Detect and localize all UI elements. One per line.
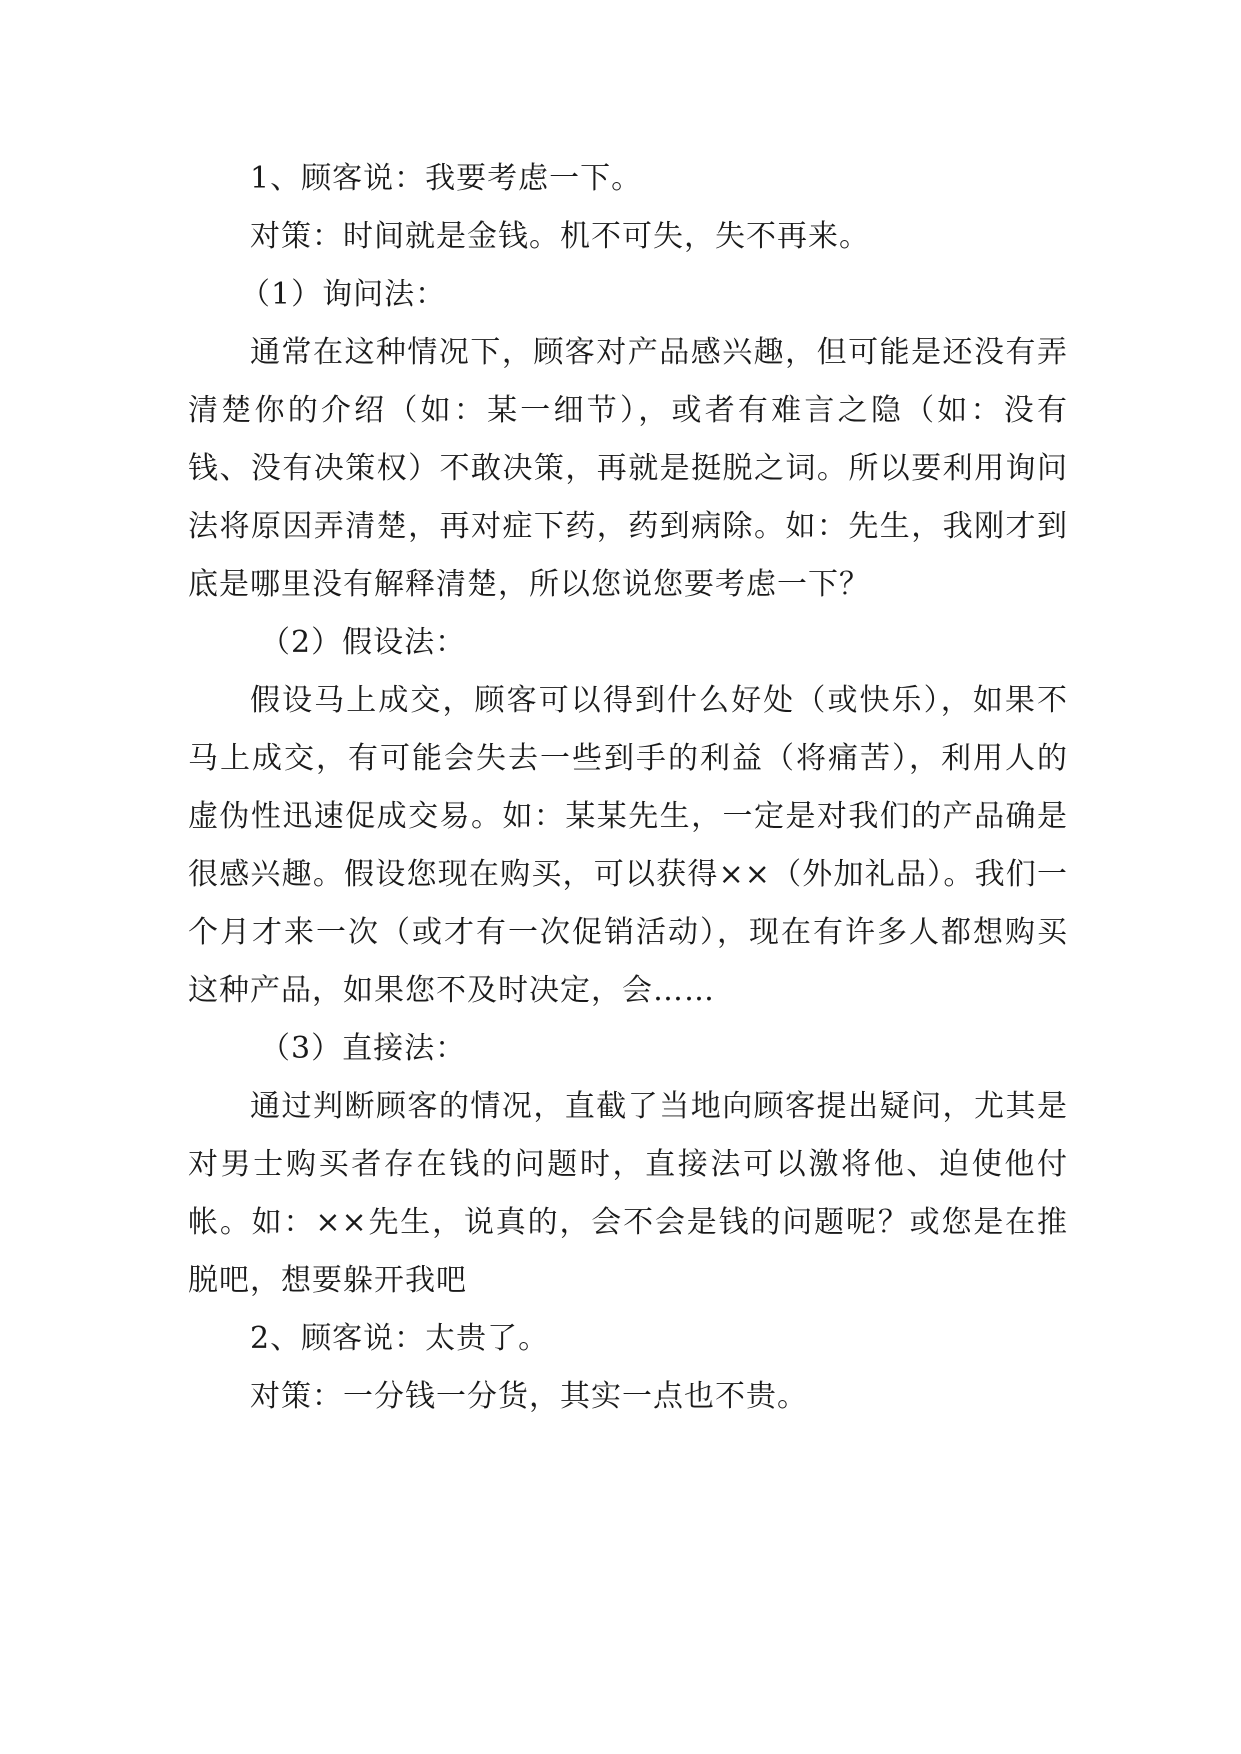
- paragraph-subheading-assumption: （2）假设法：: [260, 625, 467, 660]
- paragraph-subheading-direct: （3）直接法：: [260, 1031, 467, 1066]
- paragraph-direct-body: 通过判断顾客的情况，直截了当地向顾客提出疑问，尤其是对男士购买者存在钱的问题时，直接法可以激将他、迫使他付帐。如：××先生，说真的，会不会是钱的问题呢？或您是在推脱吧，想要躲开我吧: [188, 1089, 1068, 1298]
- document-body: [188, 150, 1068, 1426]
- paragraph-strategy-1: 对策：时间就是金钱。机不可失，失不再来。: [250, 219, 870, 254]
- paragraph-strategy-2: 对策：一分钱一分货，其实一点也不贵。: [250, 1379, 808, 1414]
- paragraph-subheading-inquiry: （1）询问法：: [240, 277, 447, 312]
- paragraph-inquiry-body: 通常在这种情况下，顾客对产品感兴趣，但可能是还没有弄清楚你的介绍（如：某一细节），或者有难言之隐（如：没有钱、没有决策权）不敢决策，再就是挺脱之词。所以要利用询问法将原因弄清楚，再对症下药，药到病除。如：先生，我刚才到底是哪里没有解释清楚，所以您说您要考虑一下？: [188, 335, 1068, 602]
- paragraph-heading-1: 1、顾客说：我要考虑一下。: [250, 161, 643, 196]
- paragraph-assumption-body: 假设马上成交，顾客可以得到什么好处（或快乐），如果不马上成交，有可能会失去一些到手的利益（将痛苦），利用人的虚伪性迅速促成交易。如：某某先生，一定是对我们的产品确是很感兴趣。假设您现在购买，可以获得××（外加礼品）。我们一个月才来一次（或才有一次促销活动），现在有许多人都想购买这种产品，如果您不及时决定，会……: [188, 683, 1068, 1008]
- paragraph-heading-2: 2、顾客说：太贵了。: [250, 1321, 550, 1356]
